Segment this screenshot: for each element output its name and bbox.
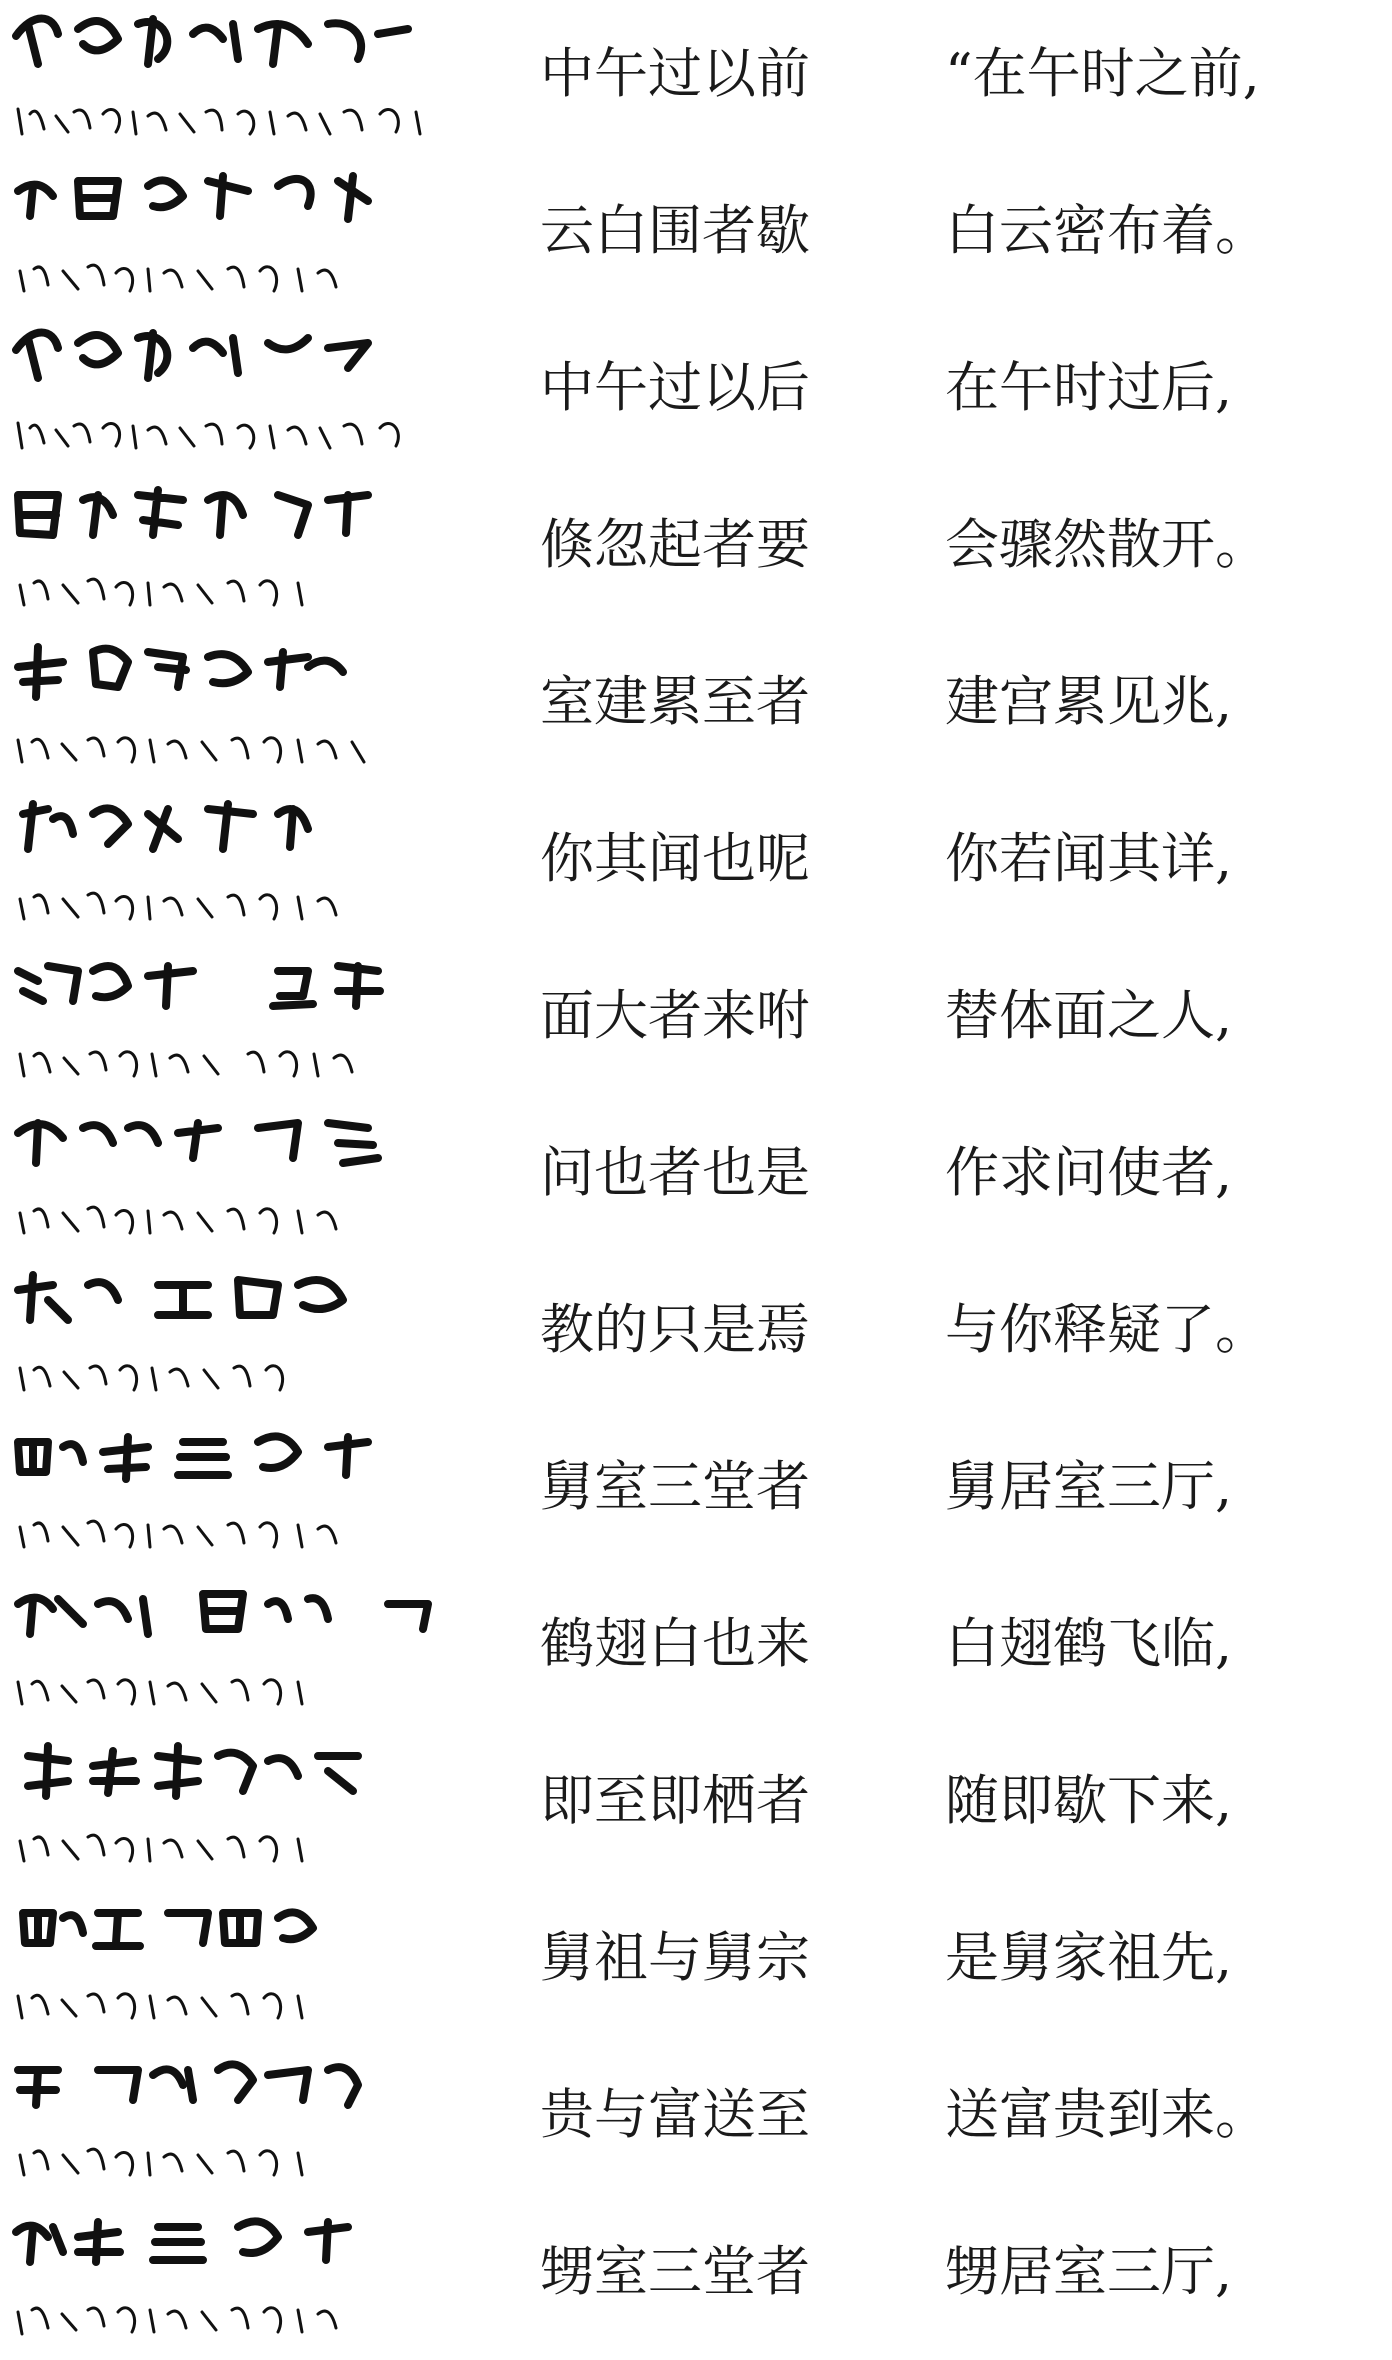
verse-row: [0, 942, 1392, 1099]
verse-row: [0, 314, 1392, 471]
verse-row: [0, 471, 1392, 628]
handwritten-glyph-image: [8, 475, 448, 625]
chinese-gloss: 教的只是焉: [540, 1298, 810, 1361]
chinese-gloss: 贵与富送至: [540, 2083, 810, 2146]
chinese-gloss: 鹤翅白也来: [540, 1612, 810, 1675]
chinese-translation: 随即歇下来,: [945, 1769, 1233, 1832]
handwritten-glyph-image: [8, 632, 448, 782]
chinese-translation: 你若闻其详,: [945, 827, 1233, 890]
handwritten-glyph-image: [8, 1103, 448, 1253]
handwritten-glyph-image: [8, 161, 448, 311]
chinese-gloss: 云白围者歇: [540, 199, 810, 262]
verse-row: [0, 1256, 1392, 1413]
verse-row: [0, 0, 1392, 157]
chinese-translation: 舅居室三厅,: [945, 1455, 1233, 1518]
chinese-gloss: 面大者来咐: [540, 984, 810, 1047]
verse-row: [0, 1727, 1392, 1884]
chinese-gloss: 问也者也是: [540, 1141, 810, 1204]
verse-row: [0, 157, 1392, 314]
handwritten-glyph-image: [8, 2045, 448, 2195]
chinese-translation: 作求问使者,: [945, 1141, 1233, 1204]
chinese-translation: 建宫累见兆,: [945, 670, 1233, 733]
verse-row: [0, 1884, 1392, 2041]
verse-row: [0, 785, 1392, 942]
verse-row: [0, 1099, 1392, 1256]
chinese-translation: 白云密布着。: [945, 199, 1269, 262]
handwritten-glyph-image: [8, 1574, 448, 1724]
chinese-translation: 是舅家祖先,: [945, 1926, 1233, 1989]
handwritten-glyph-image: [8, 946, 448, 1096]
chinese-translation: 与你释疑了。: [945, 1298, 1269, 1361]
chinese-translation: 甥居室三厅,: [945, 2240, 1233, 2303]
handwritten-glyph-image: [8, 1260, 448, 1410]
handwritten-glyph-image: [8, 1731, 448, 1881]
chinese-translation: 在午时过后,: [945, 356, 1233, 419]
chinese-translation: 送富贵到来。: [945, 2083, 1269, 2146]
chinese-gloss: 即至即栖者: [540, 1769, 810, 1832]
handwritten-glyph-image: [8, 318, 448, 468]
verse-row: [0, 1570, 1392, 1727]
handwritten-glyph-image: [8, 4, 448, 154]
verse-row: [0, 2198, 1392, 2355]
handwritten-glyph-image: [8, 2202, 448, 2352]
chinese-translation: 替体面之人,: [945, 984, 1233, 1047]
chinese-gloss: 你其闻也呢: [540, 827, 810, 890]
chinese-translation: “在午时之前,: [945, 42, 1260, 105]
chinese-gloss: 室建累至者: [540, 670, 810, 733]
chinese-translation: 白翅鹤飞临,: [945, 1612, 1233, 1675]
handwritten-glyph-image: [8, 1888, 448, 2038]
chinese-gloss: 倏忽起者要: [540, 513, 810, 576]
chinese-gloss: 舅室三堂者: [540, 1455, 810, 1518]
verse-row: [0, 2041, 1392, 2198]
chinese-gloss: 中午过以前: [540, 42, 810, 105]
chinese-translation: 会骤然散开。: [945, 513, 1269, 576]
verse-row: [0, 1413, 1392, 1570]
handwritten-glyph-image: [8, 789, 448, 939]
chinese-gloss: 舅祖与舅宗: [540, 1926, 810, 1989]
chinese-gloss: 中午过以后: [540, 356, 810, 419]
verse-row: [0, 628, 1392, 785]
handwritten-glyph-image: [8, 1417, 448, 1567]
chinese-gloss: 甥室三堂者: [540, 2240, 810, 2303]
